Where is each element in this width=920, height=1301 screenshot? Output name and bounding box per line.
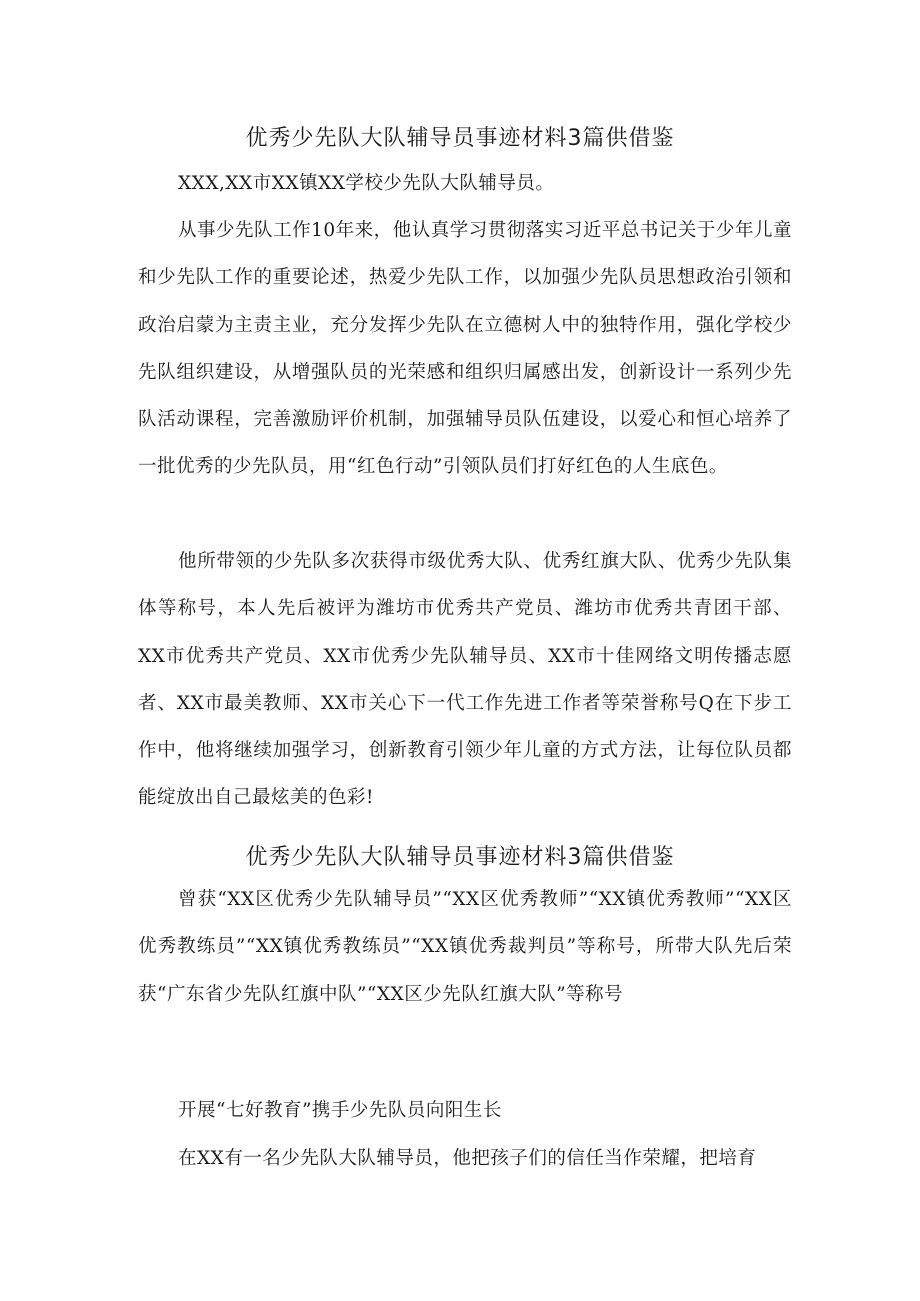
body-paragraph-awards: 曾获“XX区优秀少先队辅导员”“XX区优秀教师”“XX镇优秀教师”“XX区优秀教练员”“XX镇优秀教练员”“XX镇优秀裁判员”等称号，所带大队先后荣获“广东省少先队红旗中队”“XX区少先队红旗大队”等称号 (138, 889, 792, 1005)
body-paragraph-intro-teacher: 在XX有一名少先队大队辅导员，他把孩子们的信任当作荣耀，把培育 (178, 1148, 757, 1169)
body-paragraph-work-summary: 从事少先队工作10年来，他认真学习贯彻落实习近平总书记关于少年儿童和少先队工作的重要论述，热爱少先队工作，以加强少先队员思想政治引领和政治启蒙为主责主业，充分发挥少先队在立德树人中的独特作用，强化学校少先队组织建设，从增强队员的光荣感和组织归属感出发，创新设计一系列少先队活动课程，完善激励评价机制，加强辅导员队伍建设，以爱心和恒心培养了一批优秀的少先队员，用“红色行动”引领队员们打好红色的人生底色。 (138, 220, 792, 478)
body-paragraph-honors: 他所带领的少先队多次获得市级优秀大队、优秀红旗大队、优秀少先队集体等称号，本人先后被评为潍坊市优秀共产党员、潍坊市优秀共青团干部、XX市优秀共产党员、XX市优秀少先队辅导员、XX市十佳网络文明传播志愿者、XX市最美教师、XX市关心下一代工作先进工作者等荣誉称号Q在下步工作中，他将继续加强学习，创新教育引领少年儿童的方式方法，让每位队员都能绽放出自己最炫美的色彩! (138, 551, 792, 809)
section-title: 优秀少先队大队辅导员事迹材料3篇供借鉴 (245, 845, 675, 870)
intro-paragraph: XXX,XX市XX镇XX学校少先队大队辅导员。 (178, 173, 555, 194)
section-heading: 开展“七好教育”携手少先队员向阳生长 (178, 1100, 502, 1121)
document-title: 优秀少先队大队辅导员事迹材料3篇供借鉴 (245, 126, 675, 151)
